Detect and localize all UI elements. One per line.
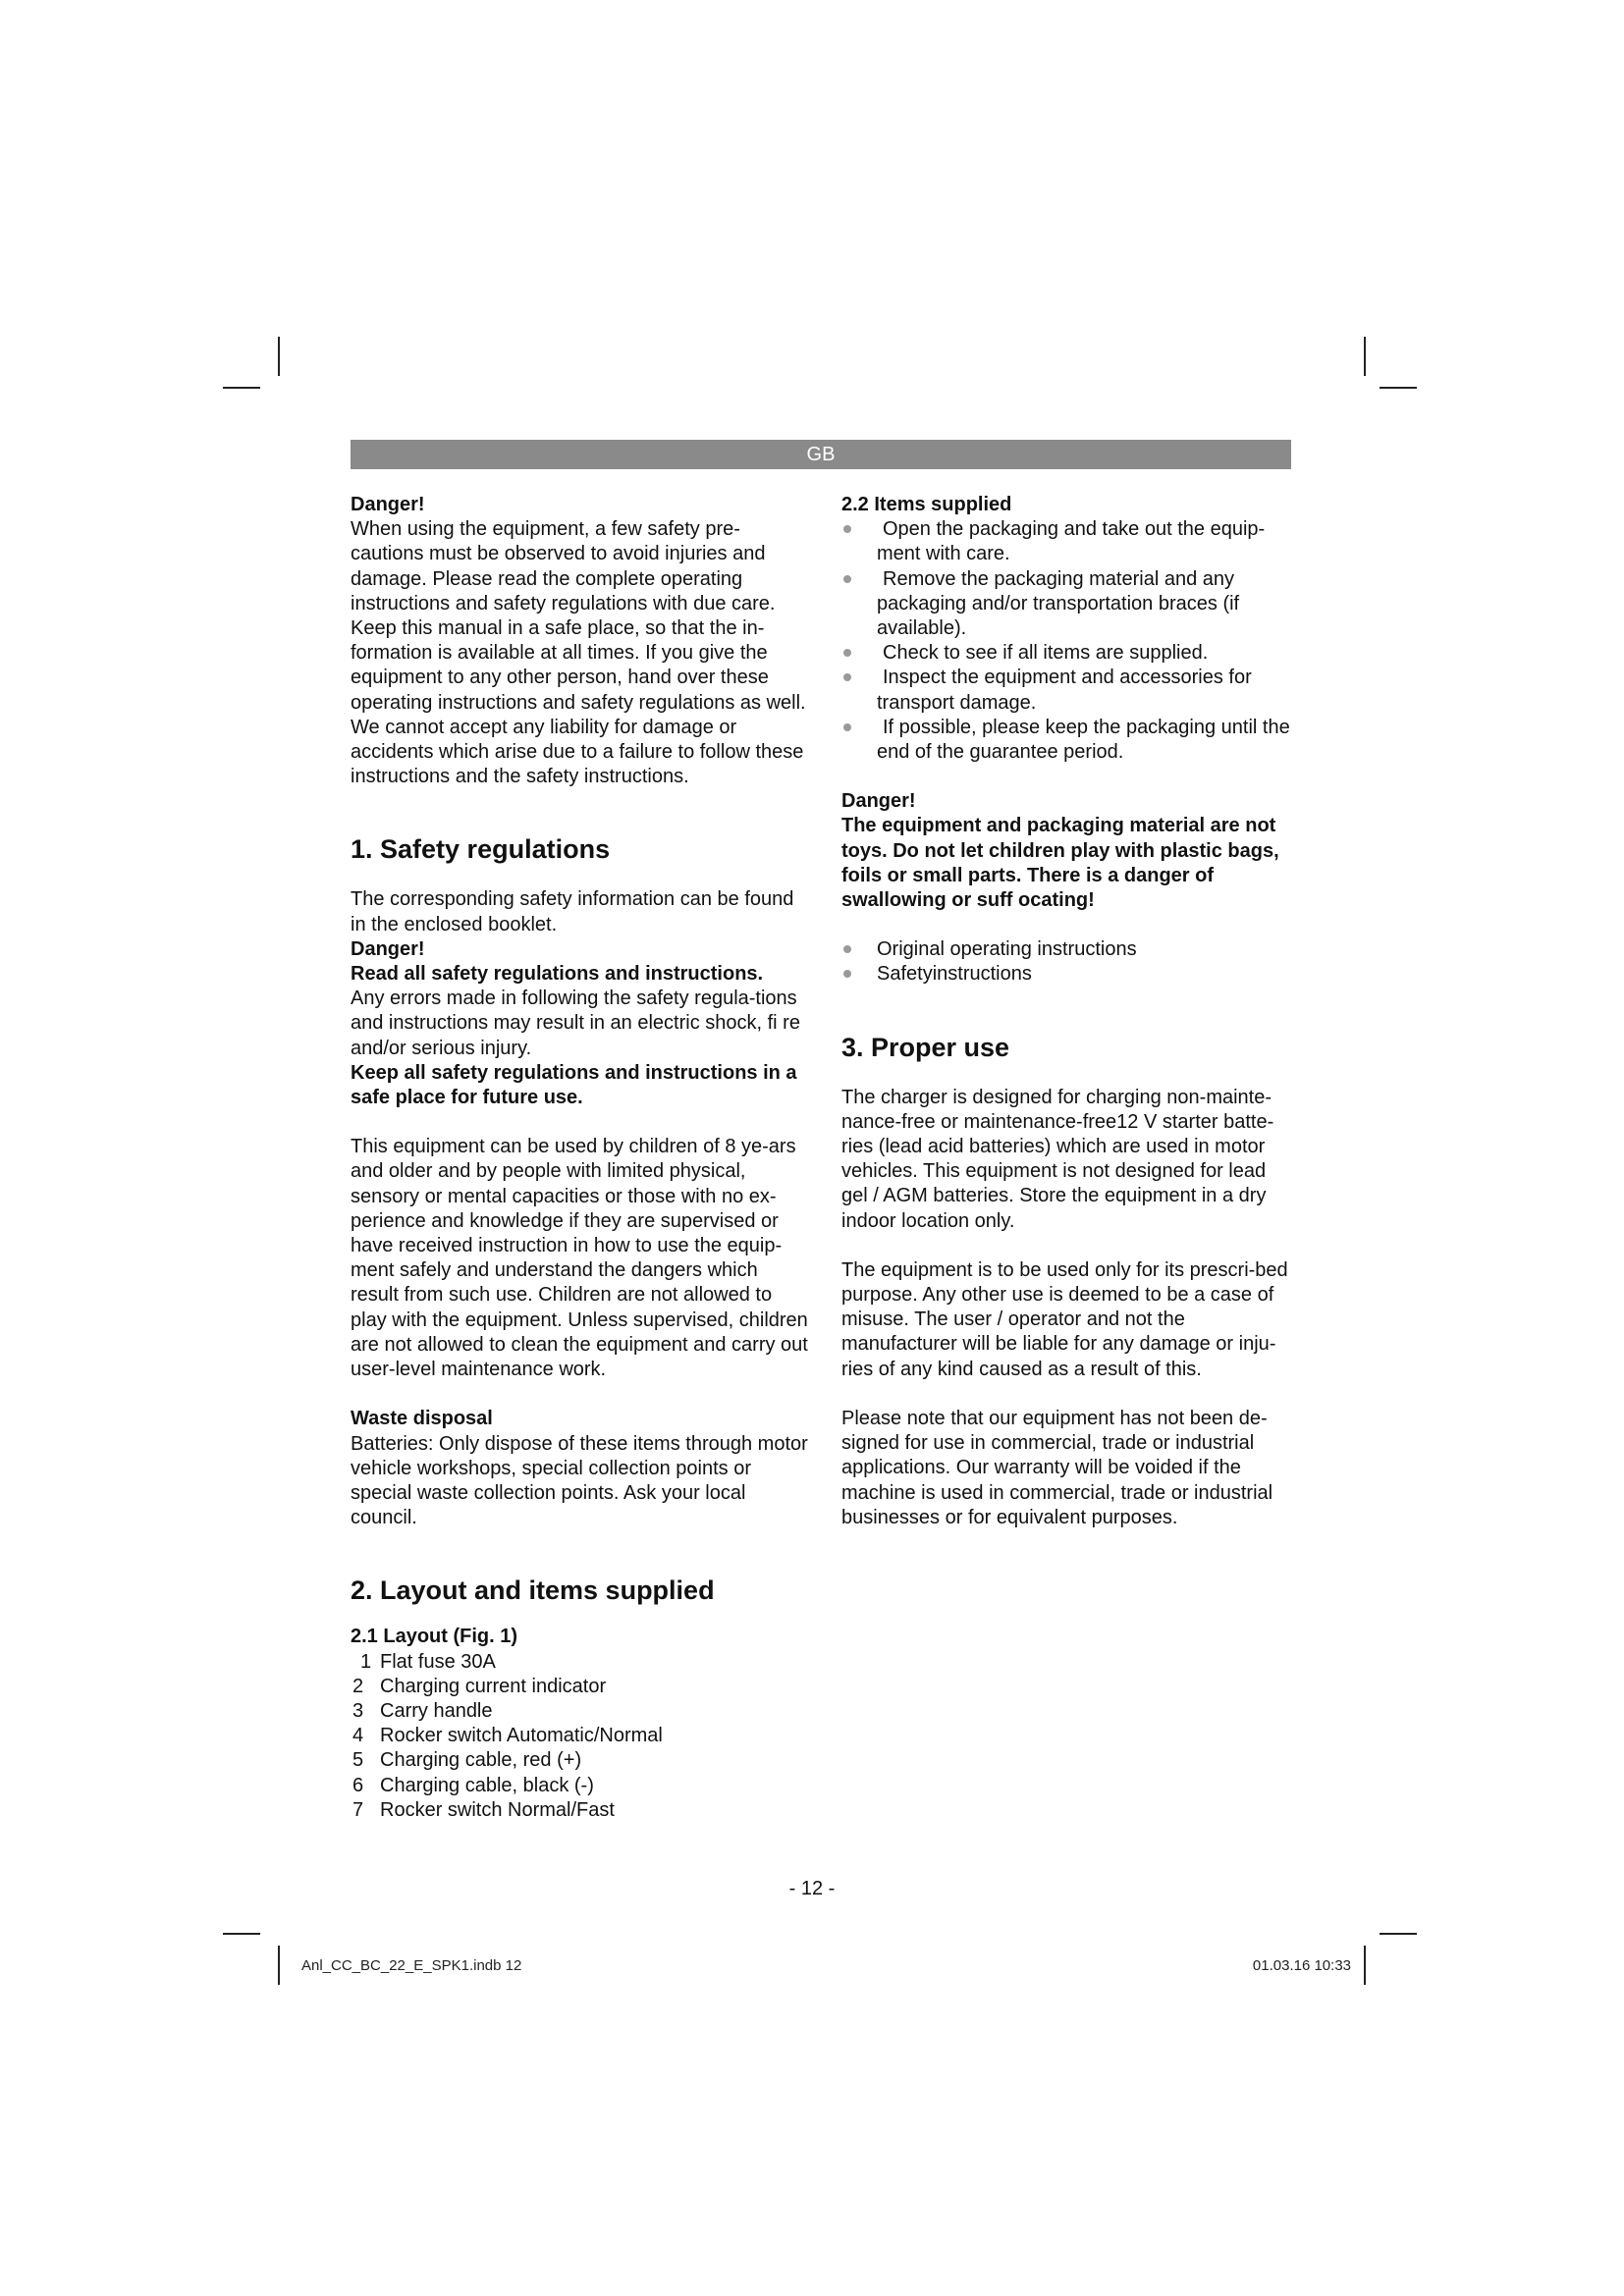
- bullet-icon: [843, 525, 851, 533]
- crop-mark: [1364, 337, 1366, 376]
- layout-list: [351, 1650, 810, 1823]
- safety-bold-keep: Keep all safety regulations and instructions in a safe place for future use.: [351, 1061, 797, 1109]
- crop-mark: [1364, 1946, 1366, 1985]
- supplied-item-text: Safetyinstructions: [877, 963, 1032, 986]
- right-column: [841, 493, 1295, 1530]
- footer-filename: Anl_CC_BC_22_E_SPK1.indb 12: [301, 1957, 522, 1974]
- list-item: [351, 1774, 810, 1798]
- waste-disposal-heading: Waste disposal: [351, 1408, 493, 1430]
- item-label: Charging cable, black (-): [380, 1774, 594, 1796]
- list-item: [841, 517, 1295, 566]
- crop-mark: [278, 1946, 280, 1985]
- waste-disposal-text: Batteries: Only dispose of these items through motor vehicle workshops, special collection points or special waste collection points. Ask your local council.: [351, 1432, 808, 1529]
- bullet-icon: [843, 945, 851, 953]
- language-code: GB: [806, 444, 836, 465]
- list-item: [351, 1699, 810, 1724]
- page-number: - 12 -: [788, 1878, 836, 1899]
- item-label: Flat fuse 30A: [380, 1650, 496, 1673]
- items-supplied-heading: 2.2 Items supplied: [841, 494, 1012, 515]
- section-3-title: 3. Proper use: [841, 1032, 1010, 1062]
- safety-errors-text: Any errors made in following the safety regula-tions and instructions may result in an electric shock, fi re and/or serious injury.: [351, 988, 800, 1059]
- item-number: 3: [352, 1699, 364, 1722]
- list-item: [841, 962, 1295, 987]
- step-text: If possible, please keep the packaging until the end of the guarantee period.: [877, 716, 1290, 764]
- list-item: [351, 1724, 810, 1748]
- list-item: [351, 1798, 810, 1823]
- list-item: [841, 567, 1295, 642]
- item-label: Rocker switch Normal/Fast: [380, 1798, 615, 1821]
- crop-mark: [223, 1933, 260, 1935]
- step-text: Open the packaging and take out the equip-ment with care.: [877, 518, 1266, 565]
- item-number: 6: [352, 1774, 364, 1796]
- step-text: Remove the packaging material and any packaging and/or transportation braces (if available).: [877, 567, 1240, 640]
- item-label: Charging cable, red (+): [380, 1749, 582, 1772]
- supplied-item-text: Original operating instructions: [877, 938, 1137, 961]
- list-item: [351, 1650, 810, 1675]
- section-2-title: 2. Layout and items supplied: [351, 1575, 715, 1606]
- list-item: [841, 716, 1295, 765]
- item-label: Rocker switch Automatic/Normal: [380, 1725, 663, 1747]
- safety-info-text: The corresponding safety information can be found in the enclosed booklet.: [351, 888, 794, 935]
- step-text: Inspect the equipment and accessories for transport damage.: [877, 667, 1252, 714]
- list-item: [841, 666, 1295, 715]
- crop-mark: [1380, 387, 1417, 389]
- step-text: Check to see if all items are supplied.: [883, 642, 1209, 665]
- safety-danger-heading: Danger!: [351, 937, 425, 960]
- bullet-icon: [843, 970, 851, 978]
- item-number: 5: [352, 1749, 364, 1772]
- danger-heading: Danger!: [351, 494, 425, 515]
- item-number: 4: [352, 1725, 364, 1747]
- section-1-title: 1. Safety regulations: [351, 834, 611, 865]
- intro-paragraph: When using the equipment, a few safety pre-cautions must be observed to avoid injuries and damage. Please read the complete operating instructions and safety regulations with due care. Keep this manual in a safe place, so that the in-formation is available at all times. If you give the equipment to any other person, hand over these operating instructions and safety regulations as well. We cannot accept any liability for damage or accidents which arise due to a failure to follow these instructions and the safety instructions.: [351, 518, 806, 788]
- list-item: [841, 641, 1295, 666]
- list-item: [841, 937, 1295, 962]
- danger-toys-warning: The equipment and packaging material are not toys. Do not let children play with plastic bags, foils or small parts. There is a danger of swallowing or suff ocating!: [841, 815, 1279, 912]
- danger-heading-right: Danger!: [841, 790, 916, 813]
- crop-mark: [278, 337, 280, 376]
- crop-mark: [223, 387, 260, 389]
- children-paragraph: This equipment can be used by children of 8 ye-ars and older and by people with limited physical, sensory or mental capacities or those with no ex-perience and knowledge if they are supervised or have received instruction in how to use the equip-ment safely and understand the dangers which result from such use. Children are not allowed to play with the equipment. Unless supervised, children are not allowed to clean the equipment and carry out user-level maintenance work.: [351, 1136, 808, 1381]
- item-number: 1: [360, 1650, 372, 1673]
- list-item: [351, 1748, 810, 1773]
- left-column: [351, 493, 810, 1823]
- supplied-items-list: [841, 937, 1295, 987]
- layout-heading: 2.1 Layout (Fig. 1): [351, 1626, 518, 1648]
- footer-date: 01.03.16 10:33: [1252, 1957, 1351, 1974]
- bullet-icon: [843, 649, 851, 657]
- language-header-bar: [351, 440, 1291, 469]
- item-label: Carry handle: [380, 1699, 493, 1722]
- item-number: 2: [352, 1675, 364, 1697]
- item-label: Charging current indicator: [380, 1675, 607, 1697]
- crop-mark: [1380, 1933, 1417, 1935]
- list-item: [351, 1675, 810, 1699]
- proper-use-paragraph-3: Please note that our equipment has not been de-signed for use in commercial, trade or industrial applications. Our warranty will be voided if the machine is used in commercial, trade or industrial businesses or for equivalent purposes.: [841, 1407, 1273, 1528]
- item-number: 7: [352, 1798, 364, 1821]
- safety-bold-read: Read all safety regulations and instructions.: [351, 963, 764, 986]
- bullet-icon: [843, 723, 851, 731]
- proper-use-paragraph-1: The charger is designed for charging non-mainte-nance-free or maintenance-free12 V starter batte-ries (lead acid batteries) which are used in motor vehicles. This equipment is not designed for lead gel / AGM batteries. Store the equipment in a dry indoor location only.: [841, 1086, 1274, 1232]
- proper-use-paragraph-2: The equipment is to be used only for its prescri-bed purpose. Any other use is deemed to be a case of misuse. The user / operator and not the manufacturer will be liable for any damage or inju-ries of any kind caused as a result of this.: [841, 1258, 1288, 1380]
- bullet-icon: [843, 575, 851, 583]
- bullet-icon: [843, 673, 851, 681]
- unpacking-steps-list: [841, 517, 1295, 765]
